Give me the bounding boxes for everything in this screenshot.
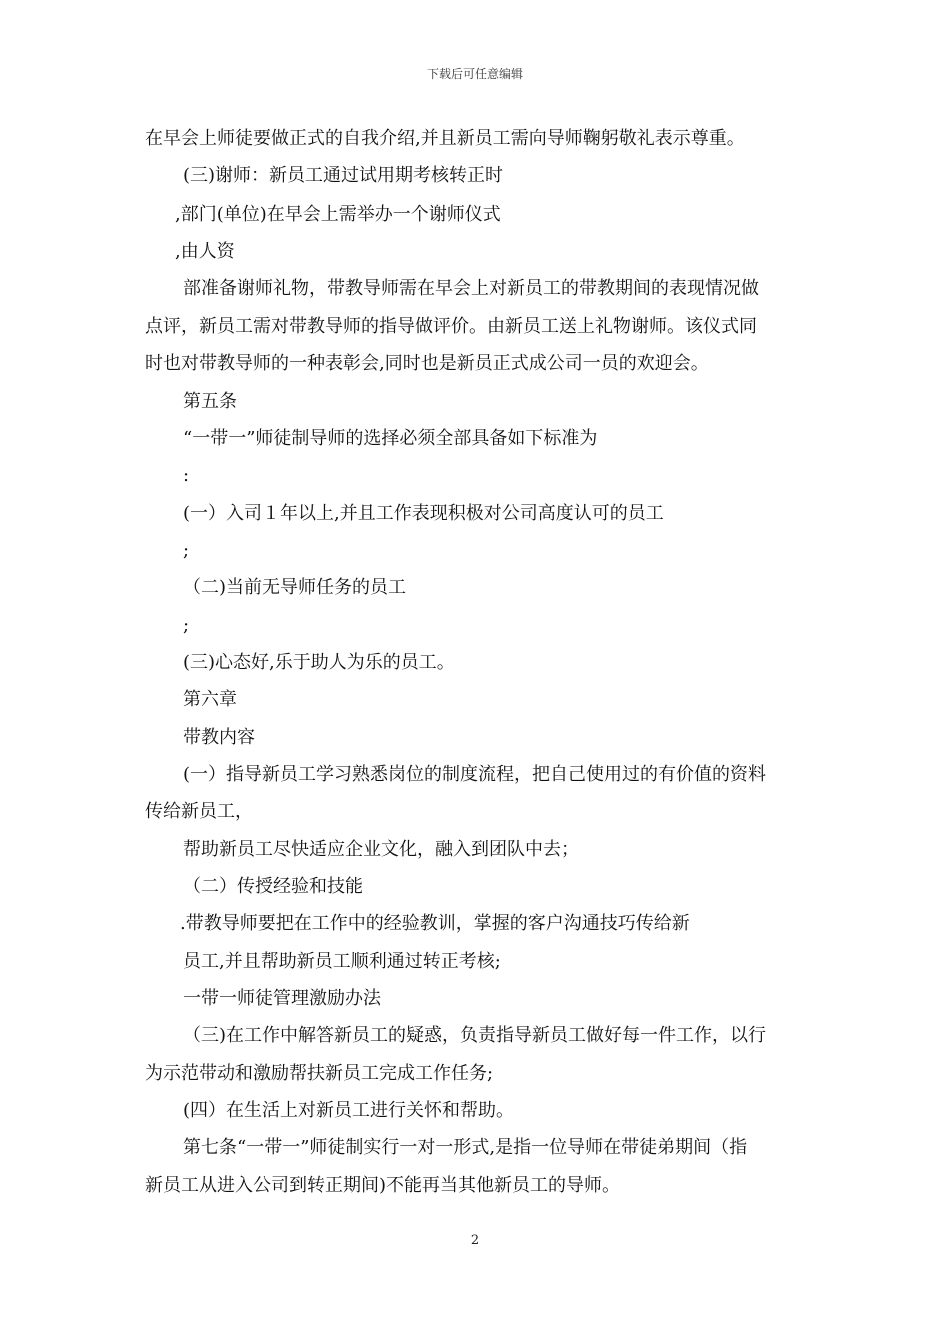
section-heading: 带教内容 — [183, 727, 255, 748]
article-heading: 第五条 — [183, 391, 237, 412]
body-line: (三)谢师：新员工通过试用期考核转正时 — [183, 165, 504, 186]
body-line: “一带一”师徒制导师的选择必须全部具备如下标准为 — [183, 428, 598, 449]
body-line: 帮助新员工尽快适应企业文化，融入到团队中去； — [183, 839, 579, 860]
body-line: 新员工从进入公司到转正期间)不能再当其他新员工的导师。 — [145, 1175, 621, 1196]
body-line: (四）在生活上对新员工进行关怀和帮助。 — [183, 1100, 515, 1121]
body-line: (三)心态好,乐于助人为乐的员工。 — [183, 652, 455, 673]
body-line: 为示范带动和激励帮扶新员工完成工作任务; — [145, 1063, 494, 1084]
body-line: 传给新员工， — [145, 801, 253, 822]
body-line: 员工,并且帮助新员工顺利通过转正考核; — [183, 951, 501, 972]
body-line: （二）传授经验和技能 — [183, 876, 363, 897]
body-line: 点评，新员工需对带教导师的指导做评价。由新员工送上礼物谢师。该仪式同 — [145, 316, 757, 337]
body-line: 部准备谢师礼物，带教导师需在早会上对新员工的带教期间的表现情况做 — [183, 278, 759, 299]
body-line: : — [183, 465, 190, 486]
page-number: 2 — [470, 1233, 480, 1248]
page-header: 下载后可任意编辑 — [426, 67, 523, 81]
body-line: 时也对带教导师的一种表彰会,同时也是新员正式成公司一员的欢迎会。 — [145, 353, 709, 374]
body-line: 一带一师徒管理激励办法 — [183, 988, 381, 1009]
body-line: ,部门(单位)在早会上需举办一个谢师仪式 — [175, 204, 501, 225]
body-line: ,由人资 — [175, 241, 235, 262]
body-line: ; — [183, 615, 190, 636]
body-line: 在早会上师徒要做正式的自我介绍,并且新员工需向导师鞠躬敬礼表示尊重。 — [145, 128, 745, 149]
body-line: 第七条“一带一”师徒制实行一对一形式,是指一位导师在带徒弟期间（指 — [183, 1137, 748, 1158]
body-line: (一）入司１年以上,并且工作表现积极对公司高度认可的员工 — [183, 503, 664, 524]
body-line: (一）指导新员工学习熟悉岗位的制度流程，把自己使用过的有价值的资料 — [183, 764, 767, 785]
chapter-heading: 第六章 — [183, 689, 237, 710]
body-line: （三)在工作中解答新员工的疑惑，负责指导新员工做好每一件工作，以行 — [183, 1025, 767, 1046]
body-line: （二)当前无导师任务的员工 — [183, 577, 407, 598]
body-line: .带教导师要把在工作中的经验教训，掌握的客户沟通技巧传给新 — [180, 913, 690, 934]
body-line: ; — [183, 540, 190, 561]
